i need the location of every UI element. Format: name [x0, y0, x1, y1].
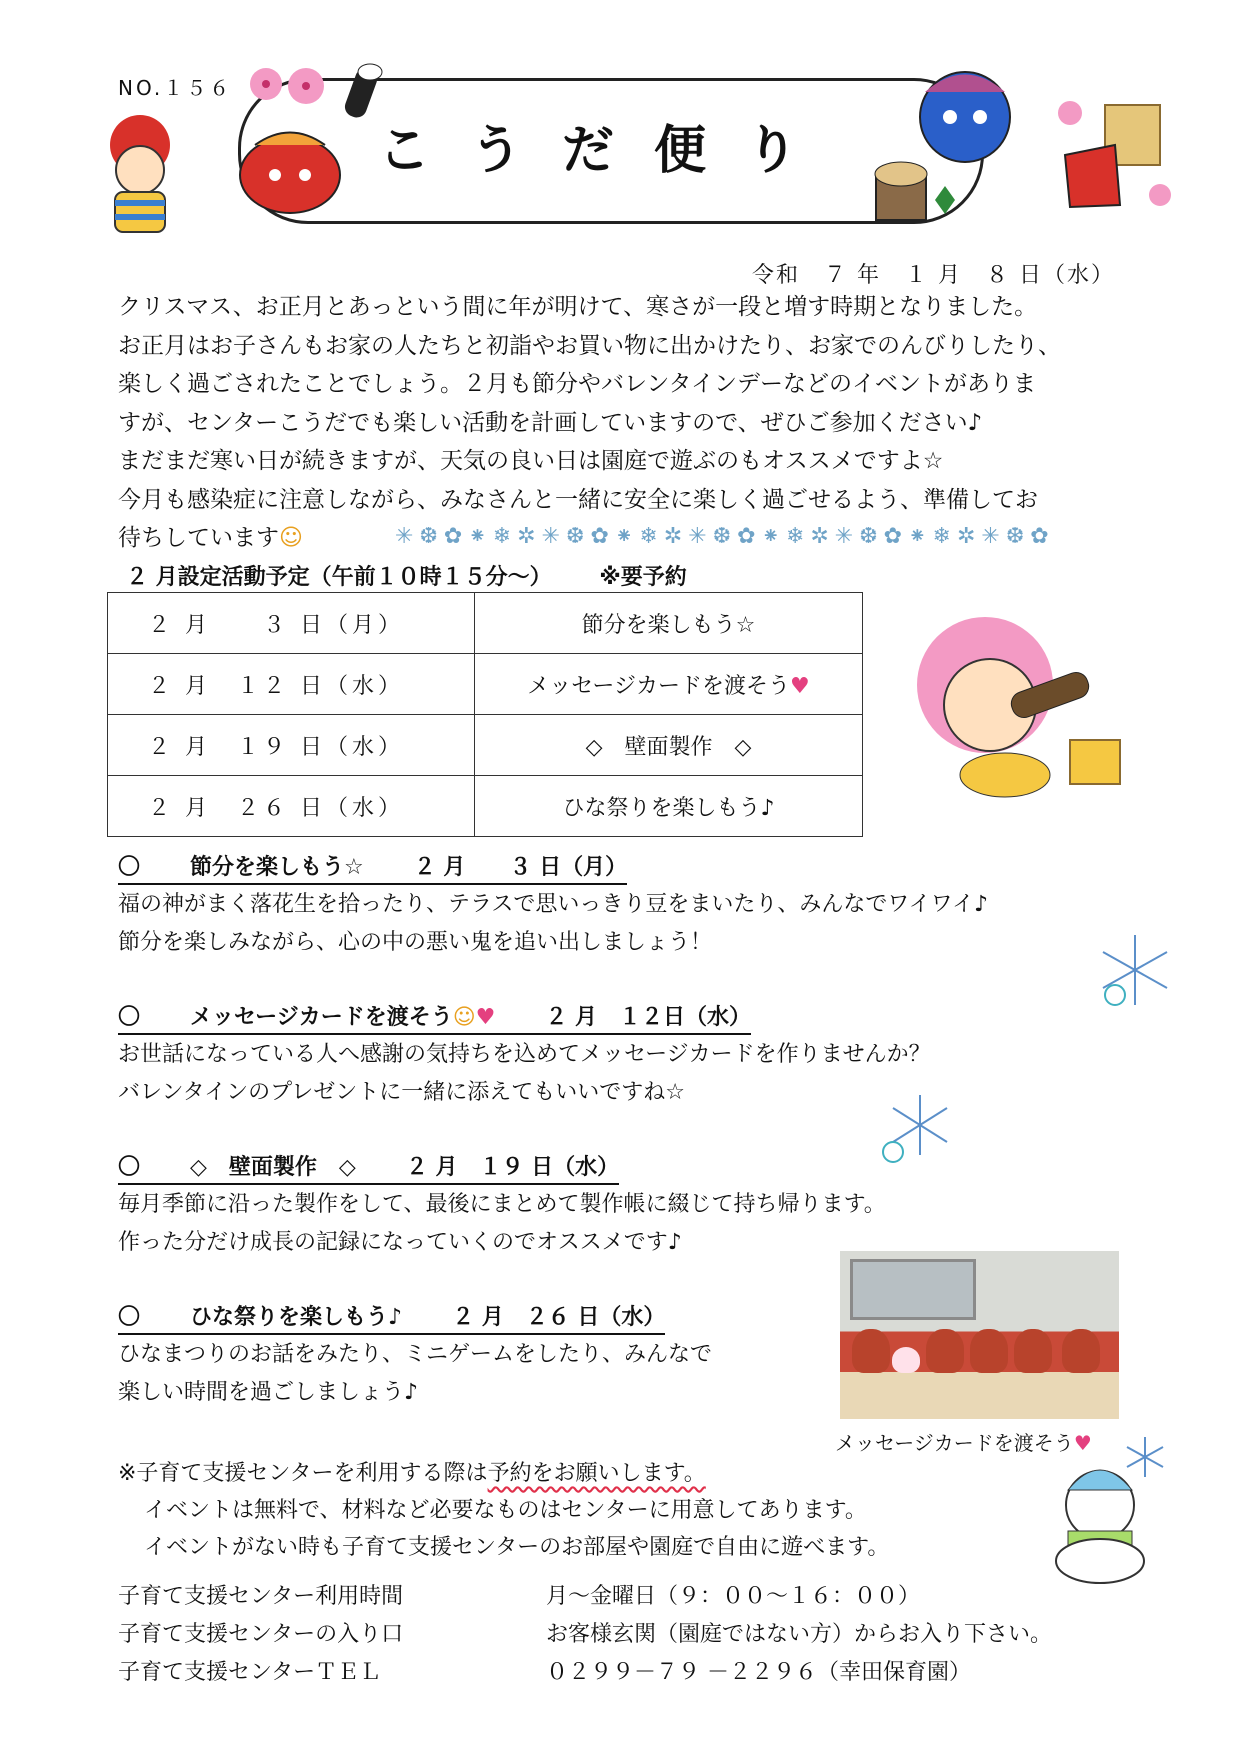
schedule-date: ２ 月 ３ 日（月） [108, 593, 475, 654]
table-row [108, 593, 863, 654]
bear-card [1014, 1329, 1052, 1373]
info-label: 子育て支援センターＴＥＬ [118, 1660, 382, 1685]
event-description [118, 1036, 931, 1112]
info-row [118, 1654, 1052, 1692]
child-oni-mask-icon [85, 100, 195, 240]
heart-icon: ♥ [475, 1005, 496, 1030]
snowflake-tree-border-icon: ✳❆✿⁕❄✲✳❆✿⁕❄✲✳❆✿⁕❄✲✳❆✿⁕❄✲✳❆✿ [395, 524, 1055, 549]
schedule-table [107, 592, 863, 837]
message-card-photo [840, 1251, 1119, 1419]
table-row [108, 654, 863, 715]
note-line [118, 1455, 889, 1492]
heart-icon: ♥ [1073, 1431, 1092, 1455]
bear-card [1062, 1329, 1100, 1373]
event-line: 節分を楽しみながら、心の中の悪い鬼を追い出しましょう！ [118, 930, 713, 955]
intro-line: 今月も感染症に注意しながら、みなさんと一緒に安全に楽しく過ごせるよう、準備してお [118, 486, 1038, 513]
schedule-date: ２ 月 １２ 日（水） [108, 654, 475, 715]
newsletter-title: こうだ便り [377, 121, 838, 181]
reservation-request: 予約をお願いします。 [487, 1461, 706, 1486]
note-prefix: ※子育て支援センターを利用する際は [118, 1461, 488, 1486]
schedule-date: ２ 月 ２６ 日（水） [108, 776, 475, 837]
event-date: ２ 月 ３ 日（月） [413, 855, 628, 880]
info-label: 子育て支援センター利用時間 [118, 1584, 404, 1609]
table-row [108, 715, 863, 776]
snowman-icon [1030, 1435, 1170, 1585]
schedule-heading [126, 560, 727, 591]
event-heading [118, 1300, 665, 1335]
event-line: 毎月季節に沿った製作をして、最後にまとめて製作帳に綴じて持ち帰ります。 [118, 1192, 886, 1217]
snowflake-decoration [875, 1090, 955, 1174]
event-title: ◇ 壁面製作 ◇ [190, 1155, 356, 1180]
phone-number: ０２９９－７９ －２２９６（幸田保育園） [546, 1660, 971, 1685]
snowflake-icon [1095, 930, 1175, 1010]
bear-card [926, 1329, 964, 1373]
schedule-activity-cell [475, 654, 863, 715]
oni-child-eating-ehomaki-icon [890, 610, 1150, 810]
event-line: 福の神がまく落花生を拾ったり、テラスで思いっきり豆をまいたり、みんなでワイワイ♪ [118, 892, 989, 917]
reservation-note: ※要予約 [599, 565, 687, 590]
photo-window [850, 1259, 976, 1320]
event-heading [118, 1000, 751, 1035]
event-description [118, 886, 988, 962]
bear-card [852, 1329, 890, 1373]
smile-icon: ☺ [279, 525, 303, 551]
oni-mask-masu-illustration [1045, 95, 1175, 219]
event-title: メッセージカードを渡そう [190, 1005, 453, 1030]
event-line: ひなまつりのお話をみたり、ミニゲームをしたり、みんなで [118, 1342, 713, 1367]
oni-child-ehomaki-illustration [890, 610, 1150, 814]
event-heading [118, 850, 627, 885]
issue-number: NO.１５６ [118, 76, 233, 100]
bear-card [970, 1329, 1008, 1373]
event-mark: 〇 [118, 1005, 141, 1030]
schedule-activity: ひな祭りを楽しもう♪ [475, 776, 863, 837]
event-description [118, 1186, 886, 1262]
issue-date: 令和 ７ 年 １ 月 ８ 日（水） [752, 263, 1115, 288]
center-info [118, 1578, 1052, 1692]
info-label: 子育て支援センターの入り口 [118, 1622, 404, 1647]
schedule-date: ２ 月 １９ 日（水） [108, 715, 475, 776]
intro-line: お正月はお子さんもお家の人たちと初詣やお買い物に出かけたり、お家でのんびりしたり、 [118, 332, 1061, 359]
schedule-activity: メッセージカードを渡そう [527, 673, 790, 699]
intro-line: すが、センターこうだでも楽しい活動を計画していますので、ぜひご参加ください♪ [118, 409, 983, 436]
table-row [108, 776, 863, 837]
schedule-activity: ◇ 壁面製作 ◇ [475, 715, 863, 776]
event-date: ２ 月 １９ 日（水） [405, 1155, 620, 1180]
event-title: 節分を楽しもう☆ [190, 855, 364, 880]
intro-line: まだまだ寒い日が続きますが、天気の良い日は園庭で遊ぶのもオススメですよ☆ [118, 448, 944, 474]
note-line: イベントは無料で、材料など必要なものはセンターに用意してあります。 [144, 1498, 867, 1523]
event-line: バレンタインのプレゼントに一緒に添えてもいいですね☆ [118, 1080, 685, 1105]
winter-border-decoration [395, 524, 1135, 554]
plum-flowers-left [248, 60, 328, 114]
event-title: ひな祭りを楽しもう♪ [190, 1305, 403, 1330]
info-row [118, 1616, 1052, 1654]
event-description [118, 1336, 712, 1412]
event-mark: 〇 [118, 1305, 141, 1330]
child-oni-mask-illustration [85, 100, 195, 240]
snowman-illustration [1030, 1435, 1170, 1589]
info-row [118, 1578, 1052, 1616]
oni-mask-icon [1045, 95, 1175, 215]
schedule-title: ２ 月設定活動予定（午前１０時１５分～） [126, 565, 552, 590]
event-line: 作った分だけ成長の記録になっていくのでオススメです♪ [118, 1230, 682, 1255]
heart-card [892, 1347, 920, 1373]
intro-line: クリスマス、お正月とあっという間に年が明けて、寒さが一段と増す時期となりました。 [118, 294, 1038, 320]
event-mark: 〇 [118, 1155, 141, 1180]
snowflake-icon [875, 1090, 955, 1170]
event-date: ２ 月 １２日（水） [545, 1005, 752, 1030]
event-line: 楽しい時間を過ごしましょう♪ [118, 1380, 419, 1405]
intro-line-text: 待ちしています [118, 525, 279, 551]
usage-notes [118, 1455, 889, 1566]
event-date: ２ 月 ２６ 日（水） [452, 1305, 666, 1330]
plum-flower-icon [248, 60, 328, 110]
snowflake-decoration [1095, 930, 1175, 1014]
note-line: イベントがない時も子育て支援センターのお部屋や園庭で自由に遊べます。 [144, 1535, 890, 1560]
event-mark: 〇 [118, 855, 141, 880]
info-value: 月～金曜日（９：００～１６：００） [546, 1584, 921, 1609]
smile-icon: ☺ [452, 1005, 476, 1030]
photo-caption-text: メッセージカードを渡そう [835, 1431, 1074, 1455]
intro-line: 楽しく過ごされたことでしょう。２月も節分やバレンタインデーなどのイベントがありま [118, 371, 1037, 397]
event-heading [118, 1150, 619, 1185]
heart-icon: ♥ [789, 673, 810, 699]
intro-paragraph [118, 288, 1138, 558]
schedule-activity: 節分を楽しもう☆ [475, 593, 863, 654]
info-value: お客様玄関（園庭ではない方）からお入り下さい。 [546, 1622, 1053, 1647]
event-line: お世話になっている人へ感謝の気持ちを込めてメッセージカードを作りませんか？ [118, 1042, 931, 1067]
